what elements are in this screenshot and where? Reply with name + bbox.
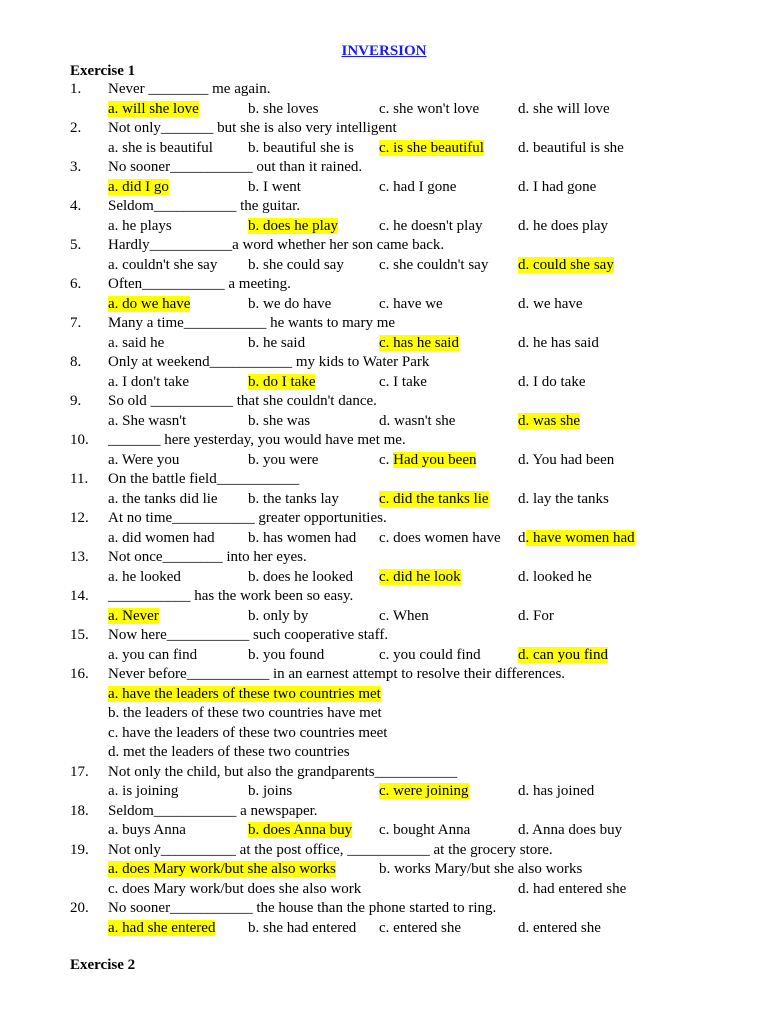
- option-text: b. joins: [248, 783, 293, 799]
- option-text: b. she was: [248, 412, 311, 429]
- option-text: c. entered she: [379, 919, 462, 936]
- answer-option-correct: [108, 685, 381, 705]
- answer-option: [379, 178, 456, 198]
- option-text: b. the leaders of these two countries have met: [108, 705, 382, 721]
- option-text: d. we have: [518, 295, 583, 312]
- option-text: c. did the tanks lie: [379, 490, 489, 507]
- option-text: c. does women have: [379, 529, 501, 546]
- option-text: d. had entered she: [518, 880, 627, 897]
- answer-option-correct: [379, 568, 461, 588]
- option-text: c. did he look: [379, 568, 461, 585]
- option-text: a. Never: [108, 607, 159, 624]
- question-item: [0, 80, 768, 119]
- answer-option: [379, 256, 488, 276]
- question-item: [0, 236, 768, 275]
- question-number: 3.: [70, 159, 82, 175]
- option-text: a. have the leaders of these two countries met: [108, 685, 381, 702]
- option-text: d. wasn't she: [379, 412, 456, 429]
- option-text: a. will she love: [108, 100, 199, 117]
- answer-option-correct: [379, 490, 489, 510]
- question-stem-line: [0, 236, 768, 256]
- answer-option: [379, 373, 427, 393]
- option-text: . have women had: [525, 529, 635, 546]
- option-text: c. has he said: [379, 334, 459, 351]
- answer-option: [379, 646, 481, 666]
- answer-option: [108, 646, 197, 666]
- options-row: [0, 880, 768, 900]
- options-row: [0, 100, 768, 120]
- option-text: d. met the leaders of these two countries: [108, 744, 350, 760]
- question-stem-line: [0, 763, 768, 783]
- option-text: b. only by: [248, 607, 309, 624]
- option-text: c. were joining: [379, 783, 469, 799]
- option-text: Had you been: [393, 451, 477, 468]
- option-text: b. he said: [248, 334, 306, 351]
- question-stem: Never ________ me again.: [108, 81, 271, 97]
- question-stem-line: [0, 353, 768, 373]
- answer-option: [518, 880, 626, 900]
- question-stem: Seldom___________ a newspaper.: [108, 802, 318, 819]
- option-text: b. do I take: [248, 373, 316, 390]
- answer-option-correct: [518, 529, 635, 549]
- options-row: [0, 451, 768, 471]
- question-number: 13.: [70, 549, 89, 565]
- answer-option-correct: [108, 100, 199, 120]
- question-number: 7.: [70, 315, 82, 331]
- question-item: [0, 548, 768, 587]
- options-row: [0, 607, 768, 627]
- options-row: [0, 743, 768, 763]
- option-text: b. she loves: [248, 100, 319, 117]
- option-text: a. did I go: [108, 178, 169, 195]
- answer-option: [248, 139, 354, 159]
- answer-option: [518, 490, 609, 510]
- question-stem-line: [0, 509, 768, 529]
- answer-option: [518, 100, 610, 120]
- document-title: INVERSION: [341, 43, 427, 59]
- question-list: [0, 80, 768, 938]
- answer-option: [518, 607, 554, 627]
- option-text: a. do we have: [108, 295, 191, 312]
- answer-option-correct: [108, 295, 190, 315]
- options-row: [0, 646, 768, 666]
- option-text: b. beautiful she is: [248, 139, 354, 156]
- answer-option: [518, 373, 585, 393]
- question-stem-line: [0, 470, 768, 490]
- question-stem-line: [0, 197, 768, 217]
- question-stem-line: [0, 80, 768, 100]
- question-number: 15.: [70, 627, 89, 643]
- question-item: [0, 665, 768, 763]
- options-row: [0, 217, 768, 237]
- answer-option: [248, 295, 331, 315]
- answer-option-correct: [518, 646, 608, 666]
- options-row: [0, 490, 768, 510]
- answer-option-correct: [379, 334, 459, 354]
- answer-option: [108, 334, 164, 354]
- option-text: a. Were you: [108, 451, 180, 468]
- question-stem: So old ___________ that she couldn't dance.: [108, 393, 377, 409]
- question-item: [0, 119, 768, 158]
- answer-option: [108, 704, 382, 724]
- question-item: [0, 314, 768, 353]
- question-stem: Not only the child, but also the grandparents___________: [108, 763, 458, 780]
- question-stem-line: [0, 548, 768, 568]
- option-text: b. does he play: [248, 217, 338, 234]
- answer-option-correct: [108, 919, 215, 939]
- answer-option: [379, 607, 429, 627]
- options-row: [0, 529, 768, 549]
- option-text: c. is she beautiful: [379, 139, 484, 156]
- question-stem: At no time___________ greater opportunities.: [108, 510, 387, 526]
- answer-option: [379, 100, 479, 120]
- answer-option-correct: [108, 607, 159, 627]
- option-text: c. she won't love: [379, 100, 480, 117]
- option-text: c. he doesn't play: [379, 217, 483, 234]
- option-text: d. Anna does buy: [518, 822, 623, 838]
- options-row: [0, 334, 768, 354]
- option-text: d. For: [518, 607, 554, 624]
- question-stem-line: [0, 392, 768, 412]
- option-text: b. works Mary/but she also works: [379, 861, 583, 877]
- question-stem-line: [0, 899, 768, 919]
- option-text: a. She wasn't: [108, 412, 187, 429]
- option-text: d. beautiful is she: [518, 139, 624, 156]
- question-item: [0, 197, 768, 236]
- question-item: [0, 470, 768, 509]
- answer-option: [108, 880, 361, 900]
- options-row: [0, 295, 768, 315]
- answer-option-correct: [379, 451, 476, 471]
- options-row: [0, 685, 768, 705]
- question-stem: Only at weekend___________ my kids to Water Park: [108, 354, 430, 370]
- question-number: 5.: [70, 237, 82, 253]
- question-item: [0, 899, 768, 938]
- answer-option: [108, 139, 213, 159]
- question-item: [0, 158, 768, 197]
- option-text: d. he has said: [518, 334, 599, 351]
- answer-option: [108, 743, 350, 763]
- question-item: [0, 275, 768, 314]
- question-stem: Many a time___________ he wants to mary me: [108, 315, 396, 331]
- option-text: a. he plays: [108, 217, 172, 234]
- option-text: c. bought Anna: [379, 822, 471, 838]
- question-item: [0, 587, 768, 626]
- question-stem-line: [0, 314, 768, 334]
- question-number: 20.: [70, 900, 89, 916]
- answer-option: [248, 782, 292, 802]
- option-text: d. was she: [518, 412, 581, 429]
- option-text: a. had she entered: [108, 919, 216, 936]
- answer-option: [379, 821, 470, 841]
- question-stem-line: [0, 587, 768, 607]
- question-stem: Seldom___________ the guitar.: [108, 198, 301, 214]
- answer-option: [108, 568, 181, 588]
- option-text: b. I went: [248, 178, 301, 195]
- question-stem: No sooner___________ out than it rained.: [108, 159, 363, 175]
- option-text: c. I take: [379, 373, 427, 390]
- question-stem: Never before___________ in an earnest attempt to resolve their differences.: [108, 666, 566, 682]
- question-stem-line: [0, 665, 768, 685]
- option-text: a. does Mary work/but she also works: [108, 861, 336, 877]
- answer-option: [518, 295, 583, 315]
- option-text: a. said he: [108, 334, 165, 351]
- option-text: b. you found: [248, 646, 325, 663]
- question-item: [0, 509, 768, 548]
- answer-option: [108, 373, 189, 393]
- options-row: [0, 412, 768, 432]
- option-text: d. I had gone: [518, 178, 597, 195]
- option-text: c. have we: [379, 295, 443, 312]
- question-number: 17.: [70, 763, 89, 780]
- option-text: a. couldn't she say: [108, 256, 218, 273]
- option-text: d. has joined: [518, 783, 595, 799]
- option-text: d. can you find: [518, 646, 608, 663]
- answer-option: [108, 529, 215, 549]
- answer-option: [518, 139, 624, 159]
- option-text: b. does Anna buy: [248, 822, 353, 838]
- question-number: 14.: [70, 588, 89, 604]
- question-number: 16.: [70, 666, 89, 682]
- question-stem: Often___________ a meeting.: [108, 276, 291, 292]
- answer-option-correct: [379, 139, 484, 159]
- answer-option: [379, 860, 582, 880]
- answer-option: [108, 256, 217, 276]
- option-text: d. she will love: [518, 100, 610, 117]
- answer-option-correct: [108, 860, 336, 880]
- question-item: [0, 841, 768, 900]
- answer-option-correct: [248, 217, 338, 237]
- question-item: [0, 626, 768, 665]
- question-item: [0, 353, 768, 392]
- question-stem: Not only_______ but she is also very intelligent: [108, 120, 397, 136]
- option-text: a. I don't take: [108, 373, 190, 390]
- question-stem: On the battle field___________: [108, 471, 300, 487]
- option-text: a. buys Anna: [108, 822, 186, 838]
- question-stem: _______ here yesterday, you would have met me.: [108, 432, 406, 448]
- options-row: [0, 724, 768, 744]
- question-number: 9.: [70, 393, 82, 409]
- answer-option: [379, 295, 443, 315]
- answer-option: [248, 607, 308, 627]
- answer-option: [248, 256, 344, 276]
- options-row: [0, 860, 768, 880]
- answer-option: [248, 178, 301, 198]
- option-text: d. I do take: [518, 373, 586, 390]
- option-text: a. you can find: [108, 646, 198, 663]
- answer-option: [108, 821, 186, 841]
- answer-option: [108, 217, 172, 237]
- answer-option: [248, 919, 356, 939]
- question-number: 19.: [70, 841, 89, 858]
- question-number: 18.: [70, 802, 89, 819]
- question-stem-line: [0, 802, 768, 822]
- question-item: [0, 802, 768, 841]
- answer-option: [518, 451, 614, 471]
- option-text: d. he does play: [518, 217, 608, 234]
- options-row: [0, 139, 768, 159]
- options-row: [0, 919, 768, 939]
- answer-option-correct: [518, 412, 580, 432]
- option-text: c. does Mary work/but does she also work: [108, 880, 362, 897]
- question-stem-line: [0, 626, 768, 646]
- option-text: b. we do have: [248, 295, 332, 312]
- answer-option-correct: [379, 782, 469, 802]
- answer-option: [379, 412, 455, 432]
- question-number: 1.: [70, 81, 82, 97]
- option-text: a. he looked: [108, 568, 181, 585]
- option-text: b. she could say: [248, 256, 344, 273]
- option-text: c. When: [379, 607, 429, 624]
- answer-option: [248, 412, 310, 432]
- option-text: a. the tanks did lie: [108, 490, 218, 507]
- option-text: d. entered she: [518, 919, 601, 936]
- option-text: d. looked he: [518, 568, 592, 585]
- options-row: [0, 256, 768, 276]
- question-item: [0, 392, 768, 431]
- answer-option: [248, 490, 339, 510]
- question-number: 11.: [70, 471, 89, 487]
- question-item: [0, 763, 768, 802]
- answer-option: [108, 412, 186, 432]
- options-row: [0, 568, 768, 588]
- answer-option: [518, 217, 608, 237]
- answer-option: [248, 451, 318, 471]
- option-text: c. she couldn't say: [379, 256, 489, 273]
- answer-option-correct: [248, 373, 315, 393]
- answer-option: [518, 821, 622, 841]
- answer-option: [108, 490, 218, 510]
- option-prefix: d: [518, 529, 526, 546]
- option-text: a. is joining: [108, 783, 179, 799]
- answer-option: [518, 334, 599, 354]
- options-row: [0, 704, 768, 724]
- question-number: 10.: [70, 432, 89, 448]
- exercise-1-heading: Exercise 1: [70, 63, 136, 79]
- answer-option-correct: [248, 821, 352, 841]
- option-text: c. had I gone: [379, 178, 457, 195]
- options-row: [0, 178, 768, 198]
- answer-option: [379, 919, 461, 939]
- question-stem: Not once________ into her eyes.: [108, 549, 307, 565]
- question-item: [0, 431, 768, 470]
- option-text: d. You had been: [518, 451, 615, 468]
- exercise-2-heading: Exercise 2: [70, 957, 136, 973]
- question-number: 12.: [70, 510, 89, 526]
- question-number: 2.: [70, 120, 82, 136]
- answer-option: [108, 724, 387, 744]
- question-number: 6.: [70, 276, 82, 292]
- option-text: b. the tanks lay: [248, 490, 339, 507]
- answer-option: [108, 782, 178, 802]
- question-stem: Not only__________ at the post office, ___________ at the grocery store.: [108, 841, 553, 858]
- answer-option-correct: [108, 178, 169, 198]
- option-prefix: c.: [379, 451, 394, 468]
- option-text: b. you were: [248, 451, 319, 468]
- question-stem-line: [0, 275, 768, 295]
- answer-option: [248, 100, 318, 120]
- answer-option: [248, 334, 305, 354]
- question-stem-line: [0, 158, 768, 178]
- question-stem: Hardly___________a word whether her son came back.: [108, 237, 445, 253]
- question-stem-line: [0, 841, 768, 861]
- option-text: a. she is beautiful: [108, 139, 213, 156]
- option-text: b. she had entered: [248, 919, 357, 936]
- answer-option-correct: [518, 256, 614, 276]
- option-text: b. does he looked: [248, 568, 353, 585]
- options-row: [0, 782, 768, 802]
- answer-option: [108, 451, 179, 471]
- answer-option: [379, 217, 483, 237]
- answer-option: [248, 646, 324, 666]
- options-row: [0, 373, 768, 393]
- question-stem-line: [0, 119, 768, 139]
- question-number: 8.: [70, 354, 82, 370]
- question-stem-line: [0, 431, 768, 451]
- answer-option: [379, 529, 501, 549]
- answer-option: [518, 782, 594, 802]
- option-text: c. have the leaders of these two countries meet: [108, 724, 388, 741]
- answer-option: [518, 919, 601, 939]
- question-number: 4.: [70, 198, 82, 214]
- question-stem: ___________ has the work been so easy.: [108, 588, 354, 604]
- option-text: d. could she say: [518, 256, 614, 273]
- option-text: a. did women had: [108, 529, 215, 546]
- options-row: [0, 821, 768, 841]
- option-text: d. lay the tanks: [518, 490, 609, 507]
- answer-option: [248, 568, 353, 588]
- answer-option: [518, 178, 596, 198]
- option-text: c. you could find: [379, 646, 481, 663]
- option-text: b. has women had: [248, 529, 357, 546]
- question-stem: No sooner___________ the house than the phone started to ring.: [108, 900, 497, 916]
- answer-option: [518, 568, 592, 588]
- question-stem: Now here___________ such cooperative staff.: [108, 627, 389, 643]
- answer-option: [248, 529, 356, 549]
